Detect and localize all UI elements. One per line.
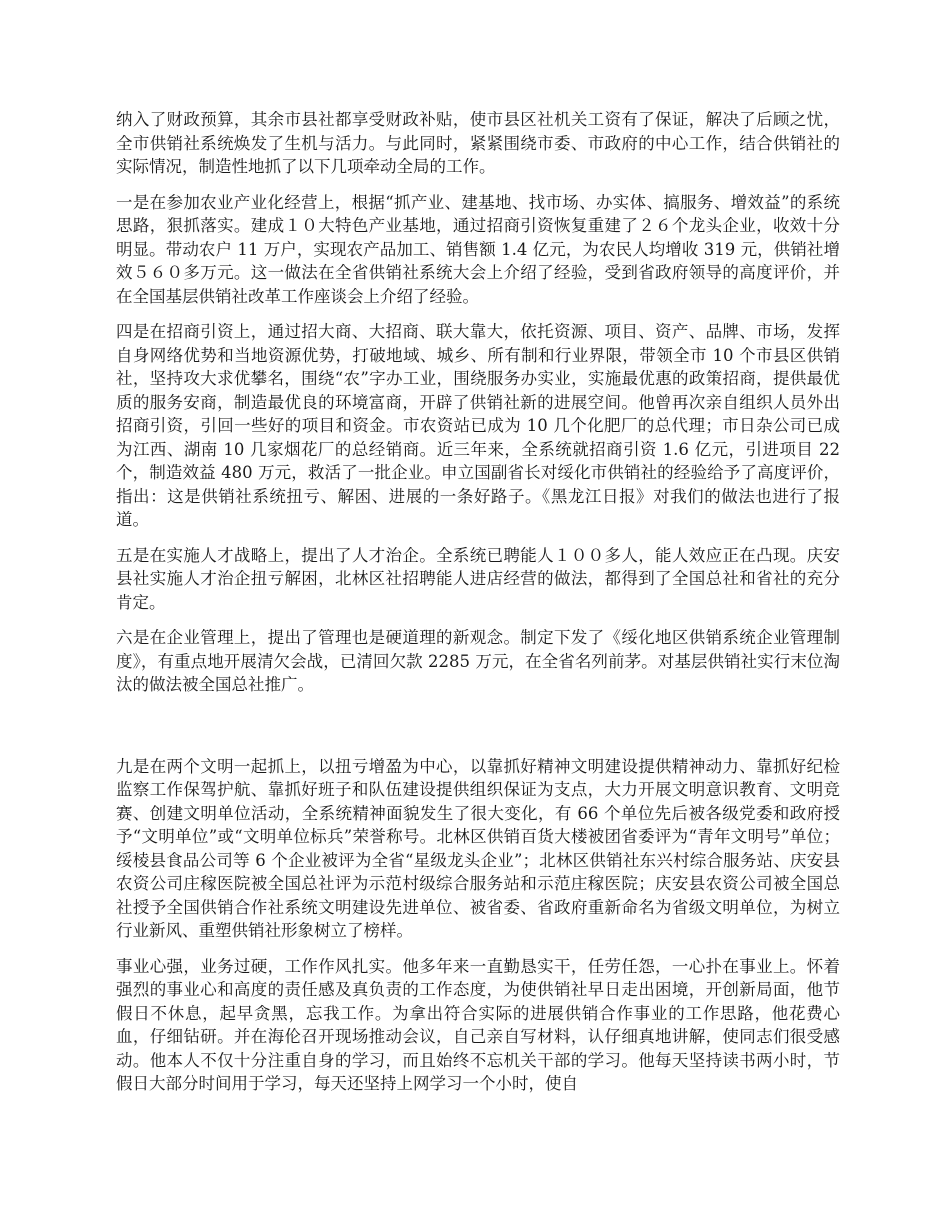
paragraph-enterprise-management: 六是在企业管理上，提出了管理也是硬道理的新观念。制定下发了《绥化地区供销系统企业管理制度》，有重点地开展清欠会战，已清回欠款 2285 万元，在全省名列前茅。对基层供销社实行末位淘汰的做法被全国总社推广。 <box>116 628 840 694</box>
section-gap <box>116 709 840 755</box>
paragraph-investment-attraction: 四是在招商引资上，通过招大商、大招商、联大靠大，依托资源、项目、资产、品牌、市场，发挥自身网络优势和当地资源优势，打破地域、城乡、所有制和行业界限，带领全市 10 个市县区供销社，坚持攻大求优攀名，围绕“农”字办工业，围绕服务办实业，实施最优惠的政策招商，提供最优质的服务安商，制造最优良的环境富商，开辟了供销社新的进展空间。他曾再次亲自组织人员外出招商引资，引回一些好的项目和资金。市农资站已成为 10 几个化肥厂的总代理；市日杂公司已成为江西、湖南 10 几家烟花厂的总经销商。近三年来，全系统就招商引资 1.6 亿元，引进项目 22 个，制造效益 480 万元，救活了一批企业。申立国副省长对绥化市供销社的经验给予了高度评价，指出：这是供销社系统扭亏、解困、进展的一条好路子。《黑龙江日报》对我们的做法也进行了报道。 <box>116 322 840 529</box>
paragraph-talent-strategy: 五是在实施人才战略上，提出了人才治企。全系统已聘能人１００多人，能人效应正在凸现。庆安县社实施人才治企扭亏解困，北林区社招聘能人进店经营的做法，都得到了全国总社和省社的充分肯定。 <box>116 545 840 612</box>
document-page <box>116 108 840 1108</box>
paragraph-agri-industrialization: 一是在参加农业产业化经营上，根据“抓产业、建基地、找市场、办实体、搞服务、增效益”的系统思路，狠抓落实。建成１０大特色产业基地，通过招商引资恢复重建了２６个龙头企业，收效十分明显。带动农户 11 万户，实现农产品加工、销售额 1.4 亿元，为农民人均增收 319 元，供销社增效５６０多万元。这一做法在全省供销社系统大会上介绍了经验，受到省政府领导的高度评价，并在全国基层供销社改革工作座谈会上介绍了经验。 <box>116 192 840 306</box>
paragraph-dedication: 事业心强，业务过硬，工作作风扎实。他多年来一直勤恳实干，任劳任怨，一心扑在事业上。怀着强烈的事业心和高度的责任感及真负责的工作态度，为使供销社早日走出困境，开创新局面，他节假日不休息，起早贪黑，忘我工作。为拿出符合实际的进展供销合作事业的工作思路，他花费心血，仔细钻研。并在海伦召开现场推动会议，自己亲自写材料，认仔细真地讲解，使同志们很受感动。他本人不仅十分注重自身的学习，而且始终不忘机关干部的学习。他每天坚持读书两小时，节假日大部分时间用于学习，每天还坚持上网学习一个小时，使自 <box>116 956 840 1093</box>
paragraph-budget-intro: 纳入了财政预算，其余市县社都享受财政补贴，使市县区社机关工资有了保证，解决了后顾之忧，全市供销社系统焕发了生机与活力。与此同时，紧紧围绕市委、市政府的中心工作，结合供销社的实际情况，制造性地抓了以下几项牵动全局的工作。 <box>116 110 840 176</box>
paragraph-two-civilizations: 九是在两个文明一起抓上，以扭亏增盈为中心，以靠抓好精神文明建设提供精神动力、靠抓好纪检监察工作保驾护航、靠抓好班子和队伍建设提供组织保证为支点，大力开展文明意识教育、文明竞赛、创建文明单位活动，全系统精神面貌发生了很大变化，有 66 个单位先后被各级党委和政府授予“文明单位”或“文明单位标兵”荣誉称号。北林区供销百货大楼被团省委评为“青年文明号”单位；绥棱县食品公司等 6 个企业被评为全省“星级龙头企业”；北林区供销社东兴村综合服务站、庆安县农资公司庄稼医院被全国总社评为示范村级综合服务站和示范庄稼医院；庆安县农资公司被全国总社授予全国供销合作社系统文明建设先进单位、被省委、省政府重新命名为省级文明单位，为树立行业新风、重塑供销社形象树立了榜样。 <box>116 756 840 940</box>
